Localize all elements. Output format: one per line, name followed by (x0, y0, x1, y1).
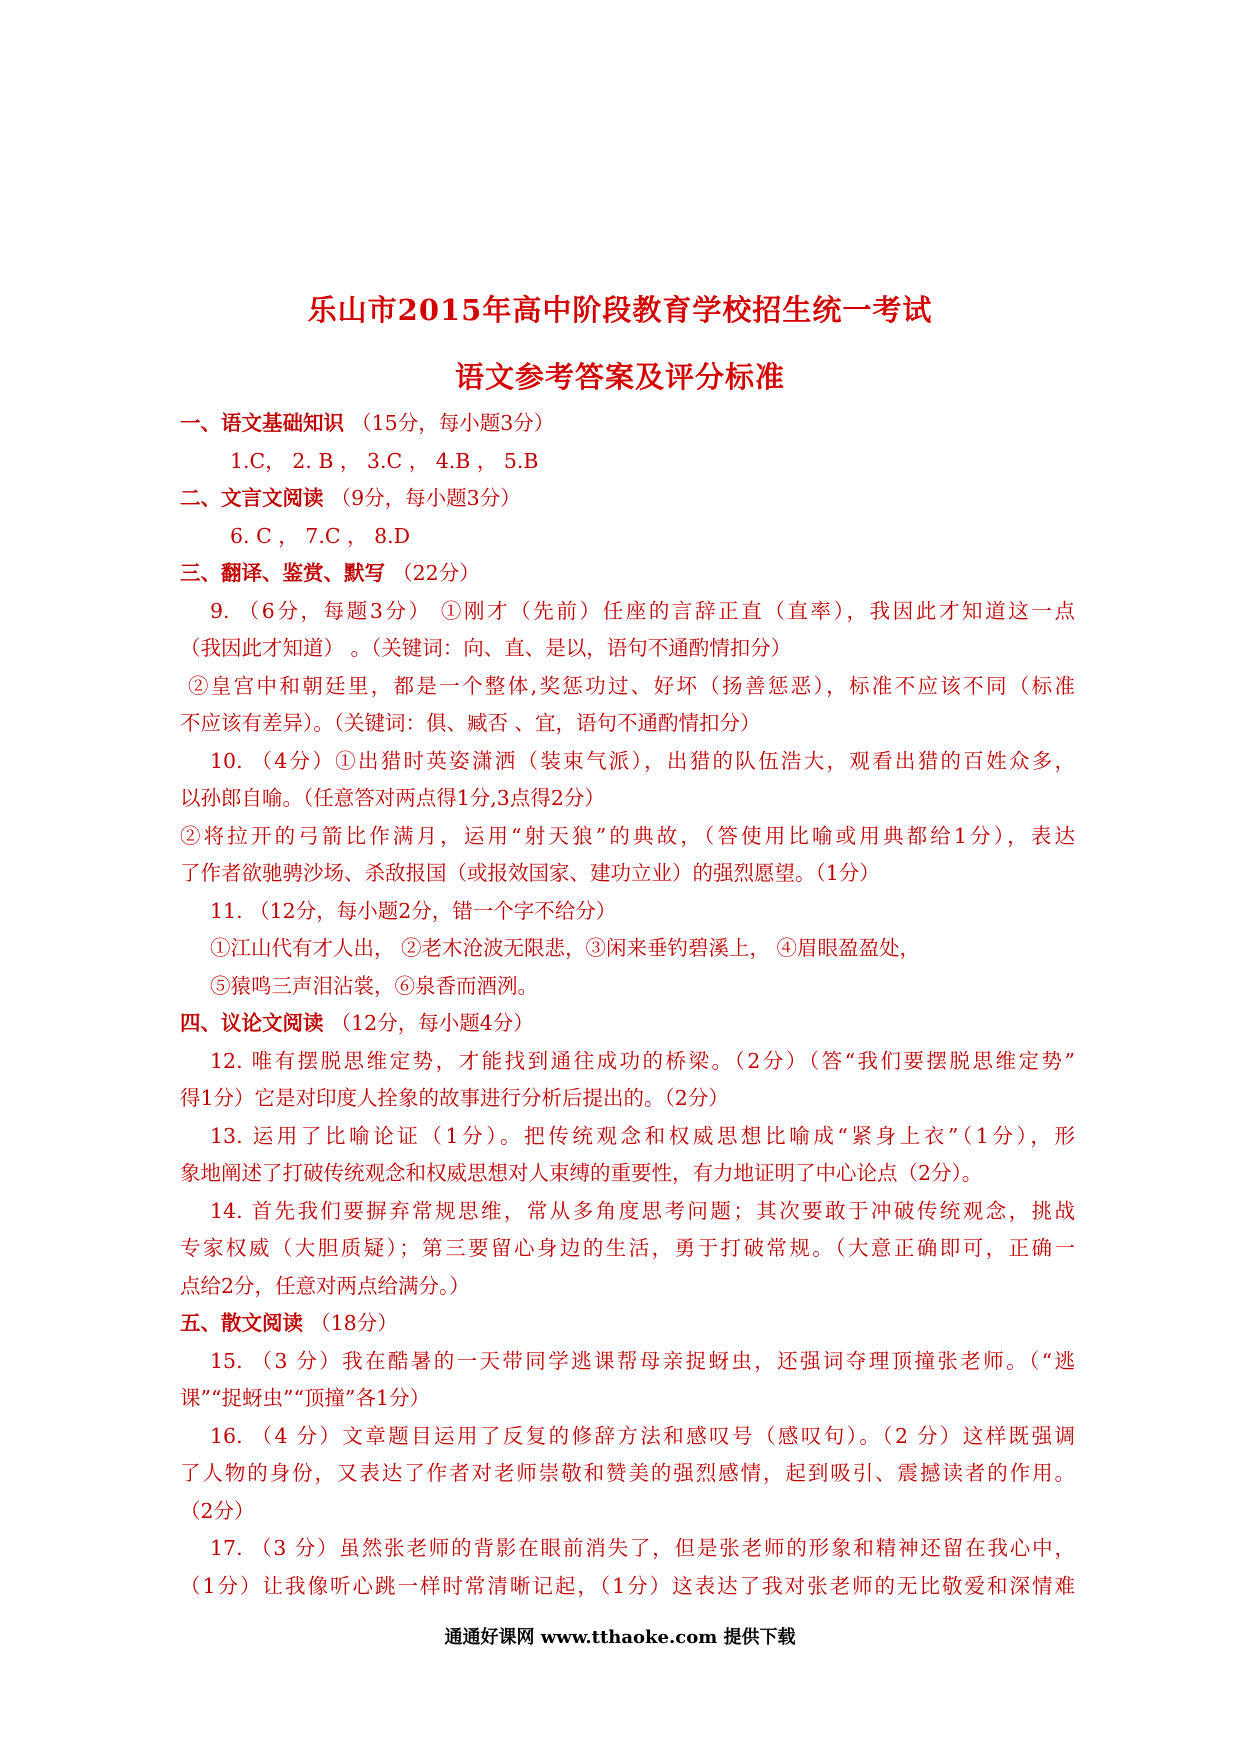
section-score-note: （15分，每小题3分） (351, 411, 555, 435)
answer-line: 9. （6分，每题3分） ①刚才（先前）任座的言辞正直（直率），我因此才知道这一点 (210, 598, 1075, 623)
section-score-note: （22分） (392, 561, 480, 585)
section-title: 一、语文基础知识 (180, 411, 344, 435)
section-title: 四、议论文阅读 (180, 1011, 324, 1035)
page-footer: 通通好课网 www.tthaoke.com 提供下载 (444, 1627, 796, 1648)
answer-line: ⑤猿鸣三声泪沾裳，⑥泉香而酒洌。 (210, 973, 538, 998)
answer-line: ②将拉开的弓箭比作满月，运用“射天狼”的典故，（答使用比喻或用典都给1分），表达 (180, 823, 1075, 848)
answer-line: （1分）让我像听心跳一样时常清晰记起，（1分）这表达了我对张老师的无比敬爱和深情难 (180, 1573, 1075, 1598)
answer-line: 13. 运用了比喻论证（1分）。把传统观念和权威思想比喻成“紧身上衣”（1分），形 (210, 1123, 1075, 1148)
answer-line: 10. （4分）①出猎时英姿潇洒（装束气派），出猎的队伍浩大，观看出猎的百姓众多， (210, 748, 1075, 773)
answer-line: 14. 首先我们要摒弃常规思维，常从多角度思考问题；其次要敢于冲破传统观念，挑战 (210, 1198, 1075, 1223)
answer-line: 1.C， 2. B ， 3.C ， 4.B ， 5.B (230, 448, 539, 473)
section-heading (180, 405, 1075, 443)
answer-line: 15. （3 分）我在酷暑的一天带同学逃课帮母亲捉蚜虫，还强词夺理顶撞张老师。（“逃 (210, 1348, 1075, 1373)
section-title: 三、翻译、鉴赏、默写 (180, 561, 385, 585)
section-heading (180, 555, 1075, 593)
section-heading (180, 480, 1075, 518)
document-title: 乐山市2015年高中阶段教育学校招生统一考试 (307, 293, 933, 327)
answer-line: 了作者欲驰骋沙场、杀敌报国（或报效国家、建功立业）的强烈愿望。（1分） (180, 861, 880, 885)
answer-line: 11. （12分，每小题2分，错一个字不给分） (210, 898, 617, 923)
answer-line: 17. （3 分）虽然张老师的背影在眼前消失了，但是张老师的形象和精神还留在我心中， (210, 1536, 1075, 1560)
answer-line: 专家权威（大胆质疑）；第三要留心身边的生活，勇于打破常规。（大意正确即可，正确一 (180, 1236, 1075, 1260)
answer-line: 课”“捉蚜虫”“顶撞”各1分） (180, 1386, 430, 1410)
section-title: 二、文言文阅读 (180, 486, 324, 510)
answer-line: 6. C ， 7.C ， 8.D (230, 523, 411, 548)
answer-line: 以孙郎自喻。（任意答对两点得1分,3点得2分） (180, 786, 605, 810)
answer-line: 象地阐述了打破传统观念和权威思想对人束缚的重要性，有力地证明了中心论点（2分）。 (180, 1161, 983, 1185)
section-title: 五、散文阅读 (180, 1311, 303, 1335)
answer-line: 不应该有差异）。（关键词：俱、臧否 、宜，语句不通酌情扣分） (180, 711, 761, 735)
answer-line: 点给2分，任意对两点给满分。） (180, 1273, 470, 1298)
section-score-note: （12分，每小题4分） (330, 1011, 534, 1035)
answer-line: ①江山代有才人出， ②老木沧波无限悲，③闲来垂钓碧溪上， ④眉眼盈盈处， (210, 936, 921, 960)
answer-content (180, 405, 1075, 1605)
answer-line: 得1分）它是对印度人拴象的故事进行分析后提出的。（2分） (180, 1086, 729, 1110)
section-score-note: （9分，每小题3分） (330, 486, 521, 510)
answer-line: 了人物的身份，又表达了作者对老师崇敬和赞美的强烈感情，起到吸引、震撼读者的作用。 (180, 1461, 1075, 1485)
section-heading (180, 1005, 1075, 1043)
answer-line: ②皇宫中和朝廷里，都是一个整体,奖惩功过、好坏（扬善惩恶），标准不应该不同（标准 (188, 673, 1075, 698)
document-subtitle: 语文参考答案及评分标准 (454, 360, 785, 394)
section-score-note: （18分） (310, 1311, 398, 1335)
answer-line: （2分） (180, 1498, 255, 1523)
section-heading (180, 1305, 1075, 1343)
answer-line: 16. （4 分）文章题目运用了反复的修辞方法和感叹号（感叹句）。（2 分）这样既强调 (210, 1423, 1075, 1448)
answer-line: 12. 唯有摆脱思维定势，才能找到通往成功的桥梁。（2分）（答“我们要摆脱思维定势” (210, 1048, 1075, 1073)
answer-line: （我因此才知道） 。（关键词：向、直、是以，语句不通酌情扣分） (180, 636, 792, 660)
